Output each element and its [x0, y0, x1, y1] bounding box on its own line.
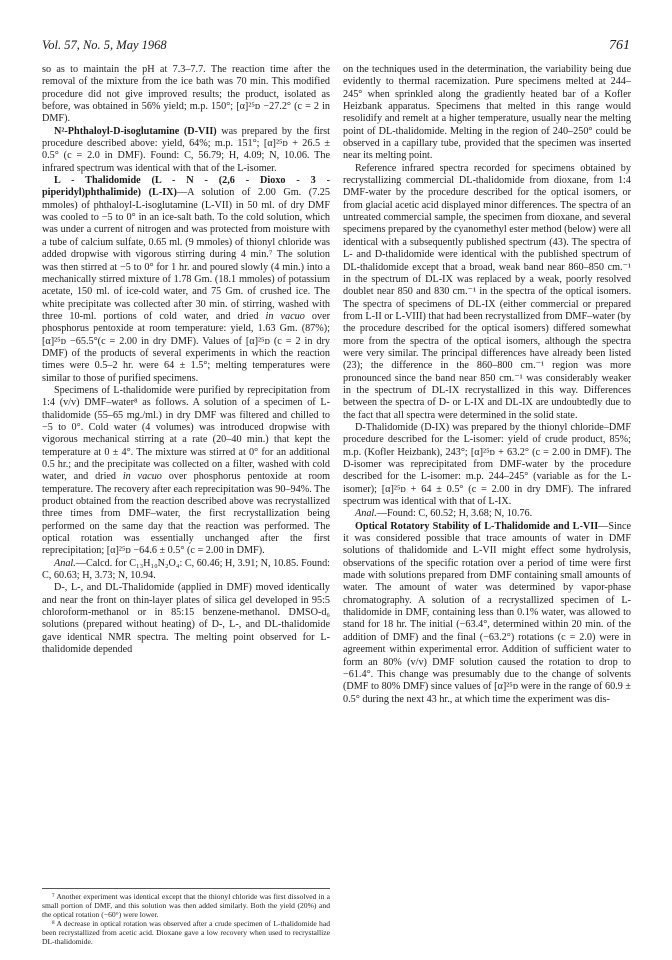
- paragraph: [42, 175, 330, 385]
- running-head: Vol. 57, No. 5, May 1968: [42, 38, 167, 52]
- paragraph: [42, 385, 330, 558]
- right-column: [343, 64, 631, 706]
- paragraph: D-, L-, and DL-Thalidomide (applied in DMF) moved identically and near the front on thin-layer plates of silica gel developed in 95:5 chloroform-methanol or in 85:15 benzene-methanol. DMSO-d₆ solutions (prepared without heating) of D-, L-, and DL-thalidomide gave identical NMR spectra. The melting point observed for L-thalidomide depended: [42, 582, 330, 656]
- paragraph: [42, 558, 330, 583]
- paragraph-text: —A solution of 2.00 Gm. (7.25 mmoles) of phthaloyl-L-isoglutamine (L-VII) in 50 ml. of dry DMF was cooled to −5 to 0° in an ice-salt bath. To the cold solution, which was under a current of nitrogen and was protected from moisture with a tube of calcium sulfate, 0.65 ml. (9 mmoles) of thionyl chloride was added dropwise with vigorous stirring during 4 min.⁷ The solution was then stirred at −5 to 0° for 1 hr. and poured slowly (4 min.) into a mechanically stirred mixture of 1.78 Gm. (18.1 mmoles) of potassium acetate, 150 ml. of ice-cold water, and 75 Gm. of crushed ice. The white precipitate was collected after 30 min. of stirring, washed with three 10-ml. portions of cold water, and dried: [42, 187, 330, 322]
- paragraph-text: over phosphorus pentoxide at room temperature: yield, 1.63 Gm. (87%); [α]²⁵ᴅ −65.5°(c = 2.00 in dry DMF). Values of [α]²⁵ᴅ (c = 2 in dry DMF) of the products of several experiments in which the reaction times were 0.5–2 hr. were 64 ± 1.5°; melting temperatures were similar to those of purified specimens.: [42, 310, 330, 384]
- left-column: [42, 64, 330, 657]
- paragraph: [42, 126, 330, 175]
- paragraph-text: was prepared by the first procedure described above: yield, 64%; m.p. 151°; [α]²⁵ᴅ + 26.5 ± 0.5° (c = 2.0 in DMF). Found: C, 56.79; H, 4.09; N, 10.06. The infrared spectrum was identical with that of the L-isomer.: [42, 125, 330, 174]
- footnote: ⁷ Another experiment was identical except that the thionyl chloride was first dissolved in a small portion of DMF, and this solution was then added similarly. Both the yield (20%) and the optical rotation (−60°) were lower.: [42, 892, 330, 919]
- italic-text: in vacuo: [265, 310, 305, 322]
- paragraph: D-Thalidomide (D-IX) was prepared by the thionyl chloride–DMF procedure described for the L-isomer: yield of crude product, 85%; m.p. (Kofler Heizbank), 243°; [α]²⁵ᴅ + 63.2° (c = 2.00 in DMF). The D-isomer was reprecipitated from DMF-water by the procedure described for the L-isomer: m.p. 244–245° (variable as for the L-isomer); [α]²⁵ᴅ + 64 ± 0.5° (c = 2.00 in dry DMF). The infrared spectrum was identical with that of L-IX.: [343, 421, 631, 508]
- paragraph-text: —Found: C, 60.52; H, 3.68; N, 10.76.: [376, 508, 533, 520]
- paragraph-text: over phosphorus pentoxide at room temperature. The recovery after each reprecipitation was 90–94%. The product obtained from the reaction described above was recrystallized three times from DMF–water, the first recrystallization being performed on the same day that the reaction was performed. The optical rotation was essentially unchanged after the first reprecipitation; [α]²⁵ᴅ −64.6 ± 0.5° (c = 2.00 in DMF).: [42, 471, 331, 557]
- page-number: 761: [609, 38, 630, 53]
- italic-text: in vacuo: [122, 471, 162, 483]
- italic-text: Anal.: [54, 557, 76, 569]
- footnote: ⁸ A decrease in optical rotation was observed after a crude specimen of L-thalidomide had been recrystallized from acetic acid. Dioxane gave a low recovery when used to recrystallize DL-thalidomide.: [42, 919, 330, 946]
- paragraph-text: —Since it was considered possible that trace amounts of water in DMF solutions of thalidomide and L-VII might effect some hydrolysis, observations of the specific rotation over a period of time were first made with solutions prepared from DMF containing small amounts of water. The amount of water was determined by vapor-phase chromatography. A solution of a recrystallized specimen of L-thalidomide in DMF, containing less than 0.1% water, was allowed to stand for 18 hr. The initial (−63.4°, determined within 20 min. of the addition of DMF) and the final (−63.2°) rotations (c = 2.0) were in agreement within experimental error. Addition of sufficient water to form an 80% (v/v) DMF solution caused the rotation to drop to −61.4°. This change was presumably due to the change of solvents (DMF to 80% DMF) since values of [α]²⁵ᴅ were in the range of 60.9 ± 0.5° during the next 43 hr., at which time the experiment was dis-: [343, 520, 631, 705]
- section-heading: L - Thalidomide (L - N - (2,6 - Dioxo - 3 - piperidyl)phthalimide) (L-IX): [42, 175, 330, 199]
- paragraph: Reference infrared spectra recorded for specimens obtained by recrystallizing commercial DL-thalidomide from dioxane, from 1:4 DMF-water by the procedure described for the optical isomers, or from glacial acetic acid displayed minor differences. The spectra of an untreated commercial sample, the specimen from dioxane, and several specimens prepared by the cyanomethyl ester method (below) were all identical with a subsequently published spectrum (43). The spectra of L- and D-thalidomide were identical with the published spectrum of DL-thalidomide except that a broad, weak band near 860–850 cm.⁻¹ in the spectrum of DL-IX was replaced by a weak, poorly resolved doublet near 850 and 830 cm.⁻¹ in the spectra of the optical isomers. The spectra of specimens of DL-IX (either commercial or prepared from L-II or L-VIII) that had been recrystallized from DMF–water (by the procedure described for the optical isomers) differed somewhat more from the spectra of the optical isomers, although the spectra were very similar. The principal differences have already been listed (23); the difference in the 860–800 cm.⁻¹ region was more pronounced since the band near 850 cm.⁻¹ was considerably weaker in the spectrum of DL-IX recrystallized in this way. Differences between the spectra of D- or L-IX and DL-IX are undoubtedly due to the fact that all spectra were determined in the solid state.: [343, 162, 631, 421]
- section-heading: Optical Rotatory Stability of L-Thalidomide and L-VII: [355, 520, 599, 532]
- paragraph: so as to maintain the pH at 7.3–7.7. The reaction time after the removal of the mixture from the ice bath was 70 min. This modified procedure did not give improved results; the product, isolated as before, was obtained in 56% yield; m.p. 150°; [α]²⁵ᴅ −27.2° (c = 2 in DMF).: [42, 64, 330, 125]
- paragraph-text: —Calcd. for C₁₃H₁₀N₂O₄: C, 60.46; H, 3.91; N, 10.85. Found: C, 60.63; H, 3.73; N, 10.94.: [42, 557, 331, 582]
- paragraph-text: Specimens of L-thalidomide were purified by reprecipitation from 1:4 (v/v) DMF–water⁸ as follows. A solution of a specimen of L-thalidomide (55–65 mg./ml.) in dry DMF was filtered and chilled to −5 to 0°. Cold water (4 volumes) was introduced dropwise with vigorous mechanical stirring at a rate (20–40 min.) that kept the temperature at 0 ± 4°. The mixture was stirred at 0° for an additional 0.5 hr.; and the precipitate was collected on a filter, washed with cold water, and dried: [42, 384, 330, 483]
- page-header: [42, 38, 630, 56]
- paragraph: [343, 521, 631, 706]
- footnotes: [42, 888, 330, 946]
- section-heading: N²-Phthaloyl-D-isoglutamine (D-VII): [54, 125, 217, 137]
- paragraph: [343, 508, 631, 520]
- italic-text: Anal.: [355, 508, 377, 520]
- paragraph: on the techniques used in the determination, the variability being due evidently to thermal racemization. Pure specimens melted at 244–245° when sprinkled along the gradiently heated bar of a Kofler Heizbank apparatus. Specimens that melted in this range would resolidify and remelt at a higher temperature, usually near the melting point of DL-thalidomide. Melting in the region of 240–250° could be observed in a capillary tube, provided that the specimen was inserted near its melting point.: [343, 64, 631, 162]
